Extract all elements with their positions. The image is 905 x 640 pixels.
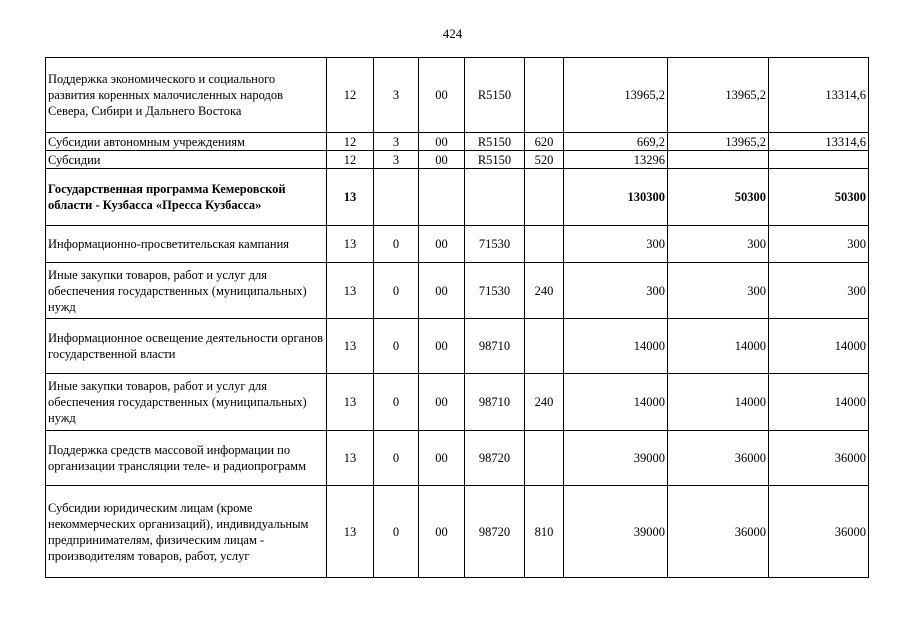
row-code-4: 98720: [465, 486, 525, 578]
row-value-3: 13314,6: [769, 133, 869, 151]
row-name: Субсидии юридическим лицам (кроме некоммерческих организаций), индивидуальным предпринимателям, физическим лицам - производителям товаров, работ, услуг: [46, 486, 327, 578]
table-row: [46, 486, 869, 578]
row-code-3: 00: [419, 486, 465, 578]
row-code-4: R5150: [465, 133, 525, 151]
row-code-2: [374, 169, 419, 226]
row-code-5: [525, 431, 564, 486]
row-value-3: 13314,6: [769, 58, 869, 133]
row-code-5: 240: [525, 374, 564, 431]
row-value-2: 36000: [668, 431, 769, 486]
row-code-2: 0: [374, 319, 419, 374]
row-code-2: 0: [374, 486, 419, 578]
row-name: Поддержка средств массовой информации по организации трансляции теле- и радиопрограмм: [46, 431, 327, 486]
row-value-1: 300: [564, 263, 668, 319]
row-value-2: 14000: [668, 319, 769, 374]
row-code-5: [525, 226, 564, 263]
row-code-2: 0: [374, 226, 419, 263]
row-code-3: 00: [419, 263, 465, 319]
row-code-2: 0: [374, 374, 419, 431]
row-value-3: 300: [769, 263, 869, 319]
row-value-1: 14000: [564, 374, 668, 431]
row-name: Иные закупки товаров, работ и услуг для обеспечения государственных (муниципальных) нужд: [46, 374, 327, 431]
row-code-1: 13: [327, 431, 374, 486]
row-code-3: 00: [419, 431, 465, 486]
row-code-5: 240: [525, 263, 564, 319]
row-name: Информационно-просветительская кампания: [46, 226, 327, 263]
row-value-2: 14000: [668, 374, 769, 431]
row-value-3: [769, 151, 869, 169]
row-value-2: 300: [668, 226, 769, 263]
row-value-1: 13965,2: [564, 58, 668, 133]
table-row: [46, 133, 869, 151]
row-code-3: 00: [419, 133, 465, 151]
row-code-5: [525, 169, 564, 226]
row-code-1: 13: [327, 319, 374, 374]
row-code-4: 98710: [465, 374, 525, 431]
row-value-3: 14000: [769, 319, 869, 374]
row-value-1: 39000: [564, 486, 668, 578]
row-code-5: 520: [525, 151, 564, 169]
row-code-1: 13: [327, 374, 374, 431]
row-value-1: 300: [564, 226, 668, 263]
row-value-3: 36000: [769, 486, 869, 578]
row-value-3: 36000: [769, 431, 869, 486]
table-row: [46, 319, 869, 374]
row-value-1: 669,2: [564, 133, 668, 151]
row-value-2: 300: [668, 263, 769, 319]
row-code-4: 98720: [465, 431, 525, 486]
row-code-2: 0: [374, 263, 419, 319]
row-code-2: 3: [374, 151, 419, 169]
row-code-3: 00: [419, 226, 465, 263]
row-code-5: 620: [525, 133, 564, 151]
row-code-2: 3: [374, 133, 419, 151]
row-name: Поддержка экономического и социального развития коренных малочисленных народов Севера, Сибири и Дальнего Востока: [46, 58, 327, 133]
row-code-4: 71530: [465, 263, 525, 319]
table-row: [46, 226, 869, 263]
table-row: [46, 169, 869, 226]
row-value-1: 39000: [564, 431, 668, 486]
row-code-5: [525, 319, 564, 374]
row-code-3: 00: [419, 151, 465, 169]
row-code-5: 810: [525, 486, 564, 578]
table-row: [46, 374, 869, 431]
row-code-1: 12: [327, 58, 374, 133]
table-row: [46, 263, 869, 319]
row-code-1: 12: [327, 151, 374, 169]
table-row: [46, 431, 869, 486]
table-row: [46, 58, 869, 133]
row-value-3: 300: [769, 226, 869, 263]
row-code-4: [465, 169, 525, 226]
row-code-1: 13: [327, 169, 374, 226]
table-row: [46, 151, 869, 169]
row-code-1: 13: [327, 226, 374, 263]
row-value-3: 50300: [769, 169, 869, 226]
row-code-1: 12: [327, 133, 374, 151]
row-code-2: 3: [374, 58, 419, 133]
row-value-1: 13296: [564, 151, 668, 169]
row-code-1: 13: [327, 486, 374, 578]
row-code-3: [419, 169, 465, 226]
row-code-5: [525, 58, 564, 133]
row-code-1: 13: [327, 263, 374, 319]
budget-table: [45, 57, 869, 578]
row-code-2: 0: [374, 431, 419, 486]
row-code-4: R5150: [465, 58, 525, 133]
row-name: Субсидии: [46, 151, 327, 169]
row-code-4: 71530: [465, 226, 525, 263]
row-code-3: 00: [419, 58, 465, 133]
row-code-4: 98710: [465, 319, 525, 374]
row-name: Иные закупки товаров, работ и услуг для обеспечения государственных (муниципальных) нужд: [46, 263, 327, 319]
row-value-3: 14000: [769, 374, 869, 431]
row-code-4: R5150: [465, 151, 525, 169]
row-value-2: 36000: [668, 486, 769, 578]
row-name: Информационное освещение деятельности органов государственной власти: [46, 319, 327, 374]
row-value-2: [668, 151, 769, 169]
row-name: Субсидии автономным учреждениям: [46, 133, 327, 151]
row-value-2: 13965,2: [668, 58, 769, 133]
row-code-3: 00: [419, 319, 465, 374]
row-value-1: 130300: [564, 169, 668, 226]
row-value-2: 13965,2: [668, 133, 769, 151]
row-value-2: 50300: [668, 169, 769, 226]
page-number: 424: [442, 26, 463, 41]
row-name: Государственная программа Кемеровской области - Кузбасса «Пресса Кузбасса»: [46, 169, 327, 226]
row-value-1: 14000: [564, 319, 668, 374]
row-code-3: 00: [419, 374, 465, 431]
